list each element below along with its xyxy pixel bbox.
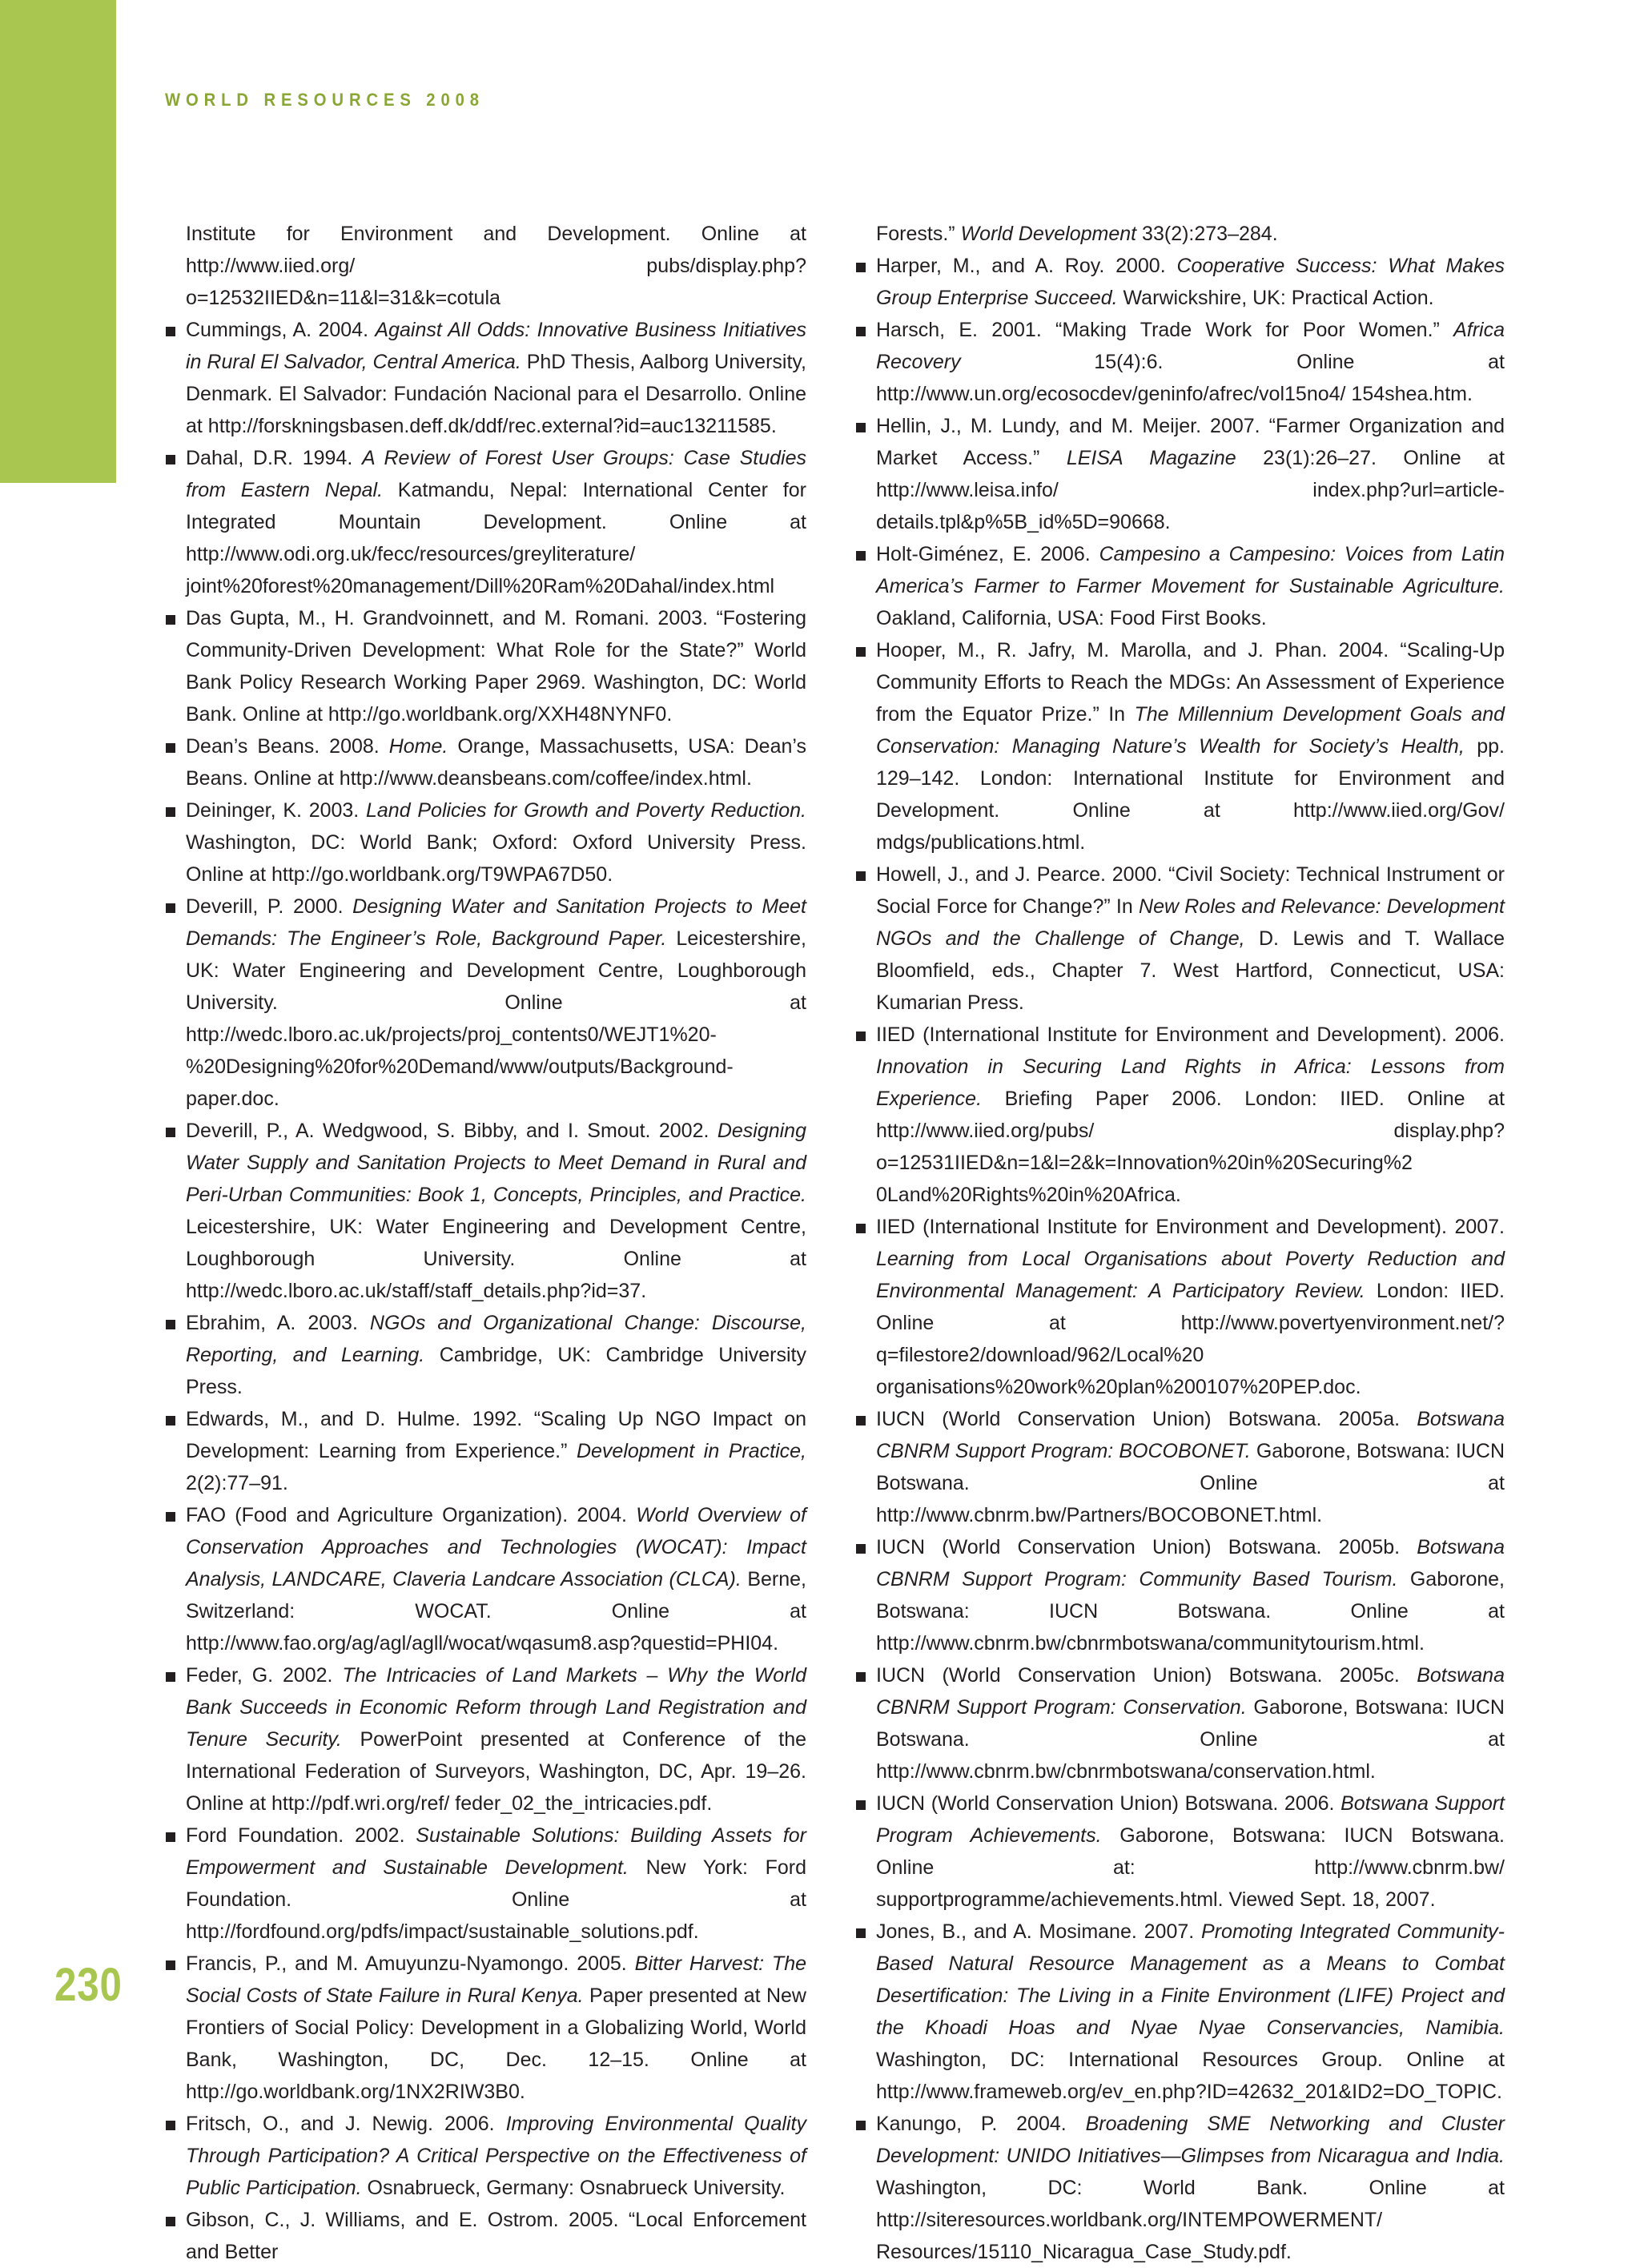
reference-entry	[166, 1820, 806, 1948]
reference-title: LEISA Magazine	[1066, 447, 1236, 469]
reference-entry	[856, 1211, 1505, 1403]
reference-entry	[166, 1499, 806, 1659]
reference-text: Orange, Massachusetts, USA: Dean’s Beans. Online at http://www.deansbeans.com/coffee/index.html.	[186, 735, 806, 790]
reference-text: 15(4):6. Online at http://www.un.org/ecosocdev/geninfo/afrec/vol15no4/ 154shea.htm.	[876, 351, 1505, 405]
reference-title: Improving Environmental Quality Through Participation? A Critical Perspective on the Effectiveness of Public Participation.	[186, 2113, 806, 2199]
reference-text: Feder, G. 2002.	[186, 1664, 343, 1687]
square-bullet-icon	[166, 1672, 175, 1682]
reference-entry	[166, 442, 806, 602]
references-column-right	[856, 218, 1505, 2268]
reference-text: Katmandu, Nepal: International Center for Integrated Mountain Development. Online at http://www.odi.org.uk/fecc/resources/greyliterature/ joint%20forest%20management/Dill%20Ram%20Dahal/index.html	[186, 479, 806, 597]
reference-text: Holt-Giménez, E. 2006.	[876, 543, 1099, 565]
square-bullet-icon	[856, 1800, 866, 1810]
reference-text: Hellin, J., M. Lundy, and M. Meijer. 2007. “Farmer Organization and Market Access.”	[876, 415, 1505, 469]
square-bullet-icon	[856, 647, 866, 657]
reference-title: Botswana CBNRM Support Program: Community Based Tourism.	[876, 1536, 1505, 1590]
reference-text: Gaborone, Botswana: IUCN Botswana. Online at: http://www.cbnrm.bw/ supportprogramme/achievements.html. Viewed Sept. 18, 2007.	[876, 1824, 1505, 1911]
reference-entry	[856, 538, 1505, 634]
reference-entry	[166, 602, 806, 730]
reference-text: 33(2):273–284.	[1136, 223, 1278, 245]
reference-entry	[166, 730, 806, 794]
reference-entry	[856, 1787, 1505, 1916]
square-bullet-icon	[166, 903, 175, 913]
reference-title: Broadening SME Networking and Cluster Development: UNIDO Initiatives—Glimpses from Nicaragua and India.	[876, 2113, 1505, 2167]
reference-text: PowerPoint presented at Conference of the International Federation of Surveyors, Washington, DC, Apr. 19–26. Online at http://pdf.wri.org/ref/ feder_02_the_intricacies.pdf.	[186, 1728, 807, 1815]
reference-entry	[166, 891, 806, 1115]
reference-title: The Millennium Development Goals and Conservation: Managing Nature’s Wealth for Society’s Health,	[876, 703, 1505, 758]
reference-title: The Intricacies of Land Markets – Why the World Bank Succeeds in Economic Reform through Land Registration and Tenure Security.	[186, 1664, 806, 1751]
reference-text: Gaborone, Botswana: IUCN Botswana. Online at http://www.cbnrm.bw/cbnrmbotswana/communitytourism.html.	[876, 1568, 1505, 1655]
reference-text: Das Gupta, M., H. Grandvoinnett, and M. Romani. 2003. “Fostering Community-Driven Development: What Role for the State?” World Bank Policy Research Working Paper 2969. Washington, DC: World Bank. Online at http://go.worldbank.org/XXH48NYNF0.	[186, 607, 806, 726]
reference-entry	[856, 1403, 1505, 1531]
reference-text: Leicestershire, UK: Water Engineering and Development Centre, Loughborough University. Online at http://wedc.lboro.ac.uk/projects/proj_contents0/WEJT1%20-%20Designing%20for%20Demand/www/outputs/Background-paper.doc.	[186, 927, 806, 1110]
page-number: 230	[54, 1959, 123, 2011]
reference-entry	[166, 1115, 806, 1307]
square-bullet-icon	[856, 1672, 866, 1682]
reference-text: Warwickshire, UK: Practical Action.	[1117, 287, 1434, 309]
reference-text: Deverill, P., A. Wedgwood, S. Bibby, and I. Smout. 2002.	[186, 1120, 718, 1142]
reference-text: IIED (International Institute for Environment and Development). 2007.	[876, 1216, 1505, 1238]
square-bullet-icon	[856, 551, 866, 561]
square-bullet-icon	[166, 1832, 175, 1842]
reference-entry	[166, 1948, 806, 2108]
square-bullet-icon	[166, 615, 175, 625]
continuation-text	[166, 218, 806, 314]
reference-title: Innovation in Securing Land Rights in Africa: Lessons from Experience.	[876, 1056, 1505, 1110]
reference-title: Sustainable Solutions: Building Assets for Empowerment and Sustainable Development.	[186, 1824, 806, 1879]
reference-entry	[856, 1916, 1505, 2108]
reference-title: Development in Practice,	[576, 1440, 806, 1462]
reference-text: Gaborone, Botswana: IUCN Botswana. Online at http://www.cbnrm.bw/Partners/BOCOBONET.html.	[876, 1440, 1505, 1526]
green-side-bar	[0, 0, 116, 483]
square-bullet-icon	[166, 1128, 175, 1137]
reference-title: Campesino a Campesino: Voices from Latin America’s Farmer to Farmer Movement for Sustainable Agriculture.	[876, 543, 1505, 597]
square-bullet-icon	[856, 423, 866, 432]
reference-entry	[856, 1019, 1505, 1211]
reference-text: IUCN (World Conservation Union) Botswana. 2005b.	[876, 1536, 1417, 1558]
reference-title: World Overview of Conservation Approaches and Technologies (WOCAT): Impact Analysis, LANDCARE, Claveria Landcare Association (CLCA).	[186, 1504, 806, 1590]
reference-title: Botswana Support Program Achievements.	[876, 1792, 1505, 1847]
reference-text: Briefing Paper 2006. London: IIED. Online at http://www.iied.org/pubs/ display.php?o=12531IIED&n=1&l=2&k=Innovation%20in%20Securing%2 0Land%20Rights%20in%20Africa.	[876, 1088, 1505, 1206]
reference-entry	[856, 314, 1505, 410]
reference-text: Cambridge, UK: Cambridge University Press.	[186, 1344, 806, 1398]
reference-entry	[166, 2108, 806, 2204]
square-bullet-icon	[166, 1416, 175, 1426]
square-bullet-icon	[856, 871, 866, 881]
reference-text: Institute for Environment and Development. Online at http://www.iied.org/ pubs/display.php?o=12532IIED&n=11&l=31&k=cotula	[186, 223, 806, 309]
reference-text: 23(1):26–27. Online at http://www.leisa.info/ index.php?url=article-details.tpl&p%5B_id%5D=90668.	[876, 447, 1505, 533]
reference-title: World Development	[960, 223, 1137, 245]
square-bullet-icon	[856, 1928, 866, 1938]
reference-text: Deverill, P. 2000.	[186, 895, 353, 918]
reference-text: Gibson, C., J. Williams, and E. Ostrom. 2005. “Local Enforcement and Better	[186, 2209, 806, 2263]
reference-text: Francis, P., and M. Amuyunzu-Nyamongo. 2005.	[186, 1952, 635, 1975]
reference-text: 2(2):77–91.	[186, 1472, 288, 1494]
square-bullet-icon	[166, 743, 175, 753]
reference-text: Howell, J., and J. Pearce. 2000. “Civil Society: Technical Instrument or Social Force for Change?” In	[876, 863, 1505, 918]
square-bullet-icon	[166, 455, 175, 464]
reference-entry	[166, 1403, 806, 1499]
square-bullet-icon	[856, 327, 866, 336]
reference-text: Gaborone, Botswana: IUCN Botswana. Online at http://www.cbnrm.bw/cbnrmbotswana/conservation.html.	[876, 1696, 1505, 1783]
reference-text: Edwards, M., and D. Hulme. 1992. “Scaling Up NGO Impact on Development: Learning from Experience.”	[186, 1408, 806, 1462]
reference-entry	[166, 2204, 806, 2268]
reference-text: Deininger, K. 2003.	[186, 799, 366, 822]
reference-text: New York: Ford Foundation. Online at http://fordfound.org/pdfs/impact/sustainable_solutions.pdf.	[186, 1856, 807, 1943]
reference-text: Osnabrueck, Germany: Osnabrueck University.	[361, 2177, 786, 2199]
reference-text: Ebrahim, A. 2003.	[186, 1312, 370, 1334]
reference-list	[166, 314, 806, 2268]
reference-text: Leicestershire, UK: Water Engineering and Development Centre, Loughborough University. Online at http://wedc.lboro.ac.uk/staff/staff_details.php?id=37.	[186, 1216, 806, 1302]
reference-text: Harper, M., and A. Roy. 2000.	[876, 255, 1177, 277]
reference-list	[856, 250, 1505, 2268]
reference-title: New Roles and Relevance: Development NGOs and the Challenge of Change,	[876, 895, 1505, 950]
running-head: WORLD RESOURCES 2008	[165, 90, 484, 110]
reference-text: Washington, DC: International Resources Group. Online at http://www.frameweb.org/ev_en.php?ID=42632_201&ID2=DO_TOPIC.	[876, 2049, 1505, 2103]
reference-text: IUCN (World Conservation Union) Botswana. 2005a.	[876, 1408, 1417, 1430]
reference-entry	[166, 1659, 806, 1820]
square-bullet-icon	[166, 327, 175, 336]
reference-text: Jones, B., and A. Mosimane. 2007.	[876, 1920, 1202, 1943]
reference-title: Learning from Local Organisations about Poverty Reduction and Environmental Management: A Participatory Review.	[876, 1248, 1505, 1302]
reference-entry	[856, 410, 1505, 538]
reference-entry	[856, 2108, 1505, 2268]
square-bullet-icon	[856, 263, 866, 272]
reference-text: Kanungo, P. 2004.	[876, 2113, 1086, 2135]
reference-title: Botswana CBNRM Support Program: BOCOBONET.	[876, 1408, 1505, 1462]
reference-entry	[166, 314, 806, 442]
reference-text: Oakland, California, USA: Food First Books.	[876, 607, 1267, 629]
square-bullet-icon	[166, 2121, 175, 2130]
reference-title: Designing Water Supply and Sanitation Projects to Meet Demand in Rural and Peri-Urban Communities: Book 1, Concepts, Principles, and Practice.	[186, 1120, 806, 1206]
square-bullet-icon	[166, 807, 175, 817]
reference-title: Africa Recovery	[876, 319, 1505, 373]
reference-title: Land Policies for Growth and Poverty Reduction.	[366, 799, 806, 822]
square-bullet-icon	[166, 2217, 175, 2226]
square-bullet-icon	[856, 1416, 866, 1426]
square-bullet-icon	[166, 1960, 175, 1970]
square-bullet-icon	[856, 1031, 866, 1041]
reference-title: Promoting Integrated Community-Based Natural Resource Management as a Means to Combat Desertification: The Living in a Finite Environment (LIFE) Project and the Khoadi Hoas and Nyae Nyae Conservancies, Namibia.	[876, 1920, 1505, 2039]
reference-text: Fritsch, O., and J. Newig. 2006.	[186, 2113, 506, 2135]
reference-text: IIED (International Institute for Environment and Development). 2006.	[876, 1023, 1505, 1046]
reference-text: Harsch, E. 2001. “Making Trade Work for Poor Women.”	[876, 319, 1454, 341]
square-bullet-icon	[856, 1224, 866, 1233]
reference-text: FAO (Food and Agriculture Organization). 2004.	[186, 1504, 637, 1526]
reference-title: Cooperative Success: What Makes Group Enterprise Succeed.	[876, 255, 1505, 309]
reference-text: Ford Foundation. 2002.	[186, 1824, 416, 1847]
square-bullet-icon	[856, 1544, 866, 1554]
reference-text: Hooper, M., R. Jafry, M. Marolla, and J. Phan. 2004. “Scaling-Up Community Efforts to Reach the MDGs: An Assessment of Experience from the Equator Prize.” In	[876, 639, 1505, 726]
reference-entry	[856, 1531, 1505, 1659]
reference-text: D. Lewis and T. Wallace Bloomfield, eds., Chapter 7. West Hartford, Connecticut, USA: Kumarian Press.	[876, 927, 1505, 1014]
reference-text: Dean’s Beans. 2008.	[186, 735, 389, 758]
continuation-text	[856, 218, 1505, 250]
square-bullet-icon	[166, 1320, 175, 1329]
reference-title: Against All Odds: Innovative Business Initiatives in Rural El Salvador, Central America.	[186, 319, 806, 373]
reference-title: Bitter Harvest: The Social Costs of State Failure in Rural Kenya.	[186, 1952, 806, 2007]
square-bullet-icon	[166, 1512, 175, 1522]
reference-text: Washington, DC: World Bank. Online at http://siteresources.worldbank.org/INTEMPOWERMENT/ Resources/15110_Nicaragua_Case_Study.pdf.	[876, 2177, 1505, 2263]
reference-text: Paper presented at New Frontiers of Social Policy: Development in a Globalizing World, World Bank, Washington, DC, Dec. 12–15. Online at http://go.worldbank.org/1NX2RIW3B0.	[186, 1984, 806, 2103]
reference-text: Berne, Switzerland: WOCAT. Online at http://www.fao.org/ag/agl/agll/wocat/wqasum8.asp?questid=PHI04.	[186, 1568, 806, 1655]
reference-entry	[166, 794, 806, 891]
reference-title: Designing Water and Sanitation Projects to Meet Demands: The Engineer’s Role, Background Paper.	[186, 895, 806, 950]
reference-text: Dahal, D.R. 1994.	[186, 447, 363, 469]
reference-text: pp. 129–142. London: International Institute for Environment and Development. Online at http://www.iied.org/Gov/ mdgs/publications.html.	[876, 735, 1505, 854]
reference-entry	[856, 250, 1505, 314]
reference-title: Botswana CBNRM Support Program: Conservation.	[876, 1664, 1505, 1719]
reference-title: Home.	[388, 735, 448, 758]
reference-entry	[856, 859, 1505, 1019]
reference-text: London: IIED. Online at http://www.povertyenvironment.net/?q=filestore2/download/962/Local%20 organisations%20work%20plan%200107%20PEP.doc.	[876, 1280, 1505, 1398]
reference-text: Washington, DC: World Bank; Oxford: Oxford University Press. Online at http://go.worldbank.org/T9WPA67D50.	[186, 831, 806, 886]
reference-text: Forests.”	[876, 223, 961, 245]
reference-text: PhD Thesis, Aalborg University, Denmark. El Salvador: Fundación Nacional para el Desarrollo. Online at http://forskningsbasen.deff.dk/ddf/rec.external?id=auc13211585.	[186, 351, 806, 437]
reference-entry	[856, 1659, 1505, 1787]
reference-title: A Review of Forest User Groups: Case Studies from Eastern Nepal.	[186, 447, 806, 501]
reference-title: NGOs and Organizational Change: Discourse, Reporting, and Learning.	[186, 1312, 806, 1366]
square-bullet-icon	[856, 2121, 866, 2130]
reference-entry	[856, 634, 1505, 859]
reference-text: IUCN (World Conservation Union) Botswana. 2005c.	[876, 1664, 1417, 1687]
references-column-left	[166, 218, 806, 2268]
reference-text: IUCN (World Conservation Union) Botswana. 2006.	[876, 1792, 1341, 1815]
reference-text: Cummings, A. 2004.	[186, 319, 376, 341]
reference-entry	[166, 1307, 806, 1403]
